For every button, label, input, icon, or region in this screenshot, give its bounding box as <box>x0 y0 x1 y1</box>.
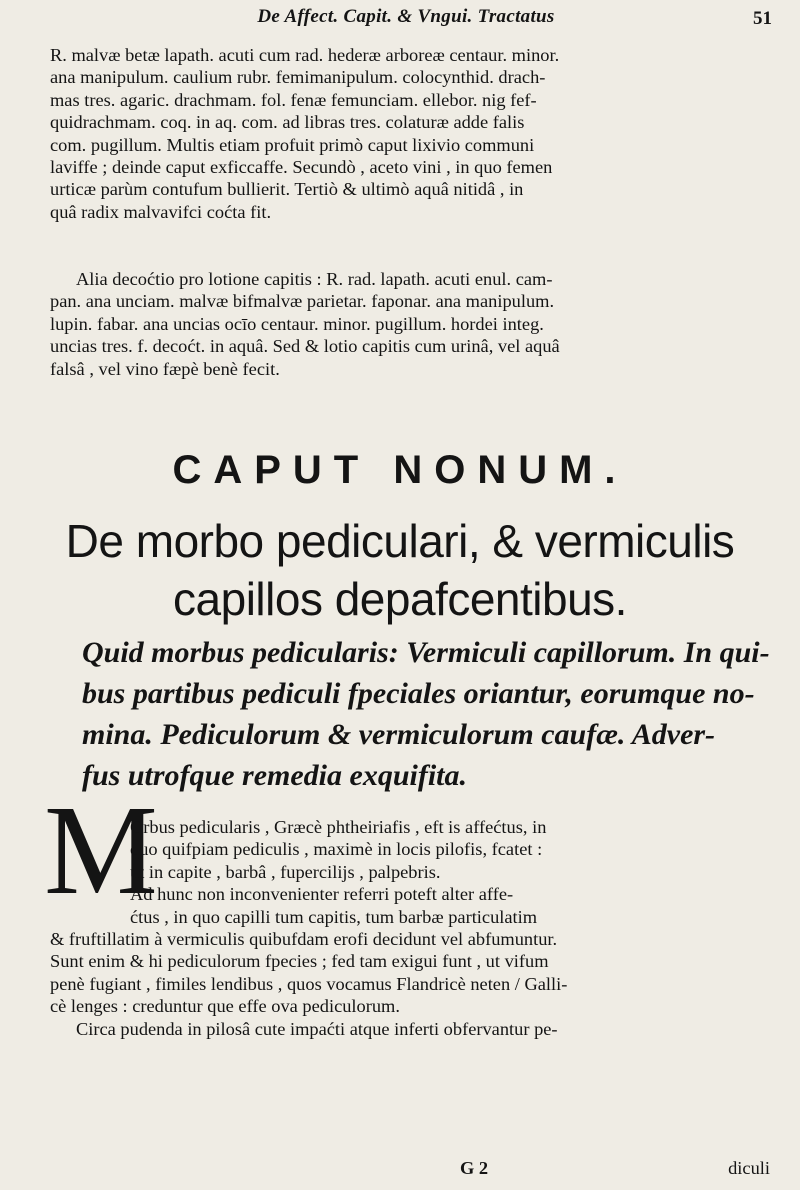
decoction-paragraph <box>50 268 770 380</box>
text-line: com. pugillum. Multis etiam profuit primò caput lixivio communi <box>50 134 535 155</box>
running-head: De Affect. Capit. & Vngui. Tractatus <box>257 6 555 27</box>
text-line: ćtus , in quo capilli tum capitis, tum barbæ particulatim <box>130 906 538 927</box>
text-line: falsâ , vel vino fæpè benè fecit. <box>50 358 280 379</box>
text-line: & fruftillatim à vermiculis quibufdam erofi decidunt vel abfumuntur. <box>50 929 558 950</box>
text-line: ut in capite , barbâ , fupercilijs , palpebris. <box>130 861 441 882</box>
text-line: lupin. fabar. ana uncias ocīo centaur. minor. pugillum. hordei integ. <box>50 313 544 334</box>
summary-line: bus partibus pediculi fpeciales oriantur, eorumque no- <box>82 677 755 710</box>
text-line: quo quifpiam pediculis , maximè in locis pilofis, fcatet : <box>130 839 543 860</box>
text-line: uncias tres. f. decoćt. in aquâ. Sed & lotio capitis cum urinâ, vel aquâ <box>50 336 560 357</box>
signature-mark: G 2 <box>460 1158 489 1178</box>
drop-cap: M <box>44 779 158 921</box>
chapter-heading-line1: De morbo pediculari, & vermiculis <box>65 515 735 567</box>
text-line: penè fugiant , fimiles lendibus , quos vocamus Flandricè neten / Galli- <box>50 973 568 994</box>
text-line: R. malvæ betæ lapath. acuti cum rad. hederæ arboreæ centaur. minor. <box>50 45 560 65</box>
text-line: cè lenges : creduntur que effe ova pediculorum. <box>50 996 400 1017</box>
text-line: ana manipulum. caulium rubr. femimanipulum. colocynthid. drach- <box>50 67 546 88</box>
chapter-summary <box>82 632 772 796</box>
text-line: laviffe ; deinde caput exficcaffe. Secundò , aceto vini , in quo femen <box>50 157 553 178</box>
text-line: pan. ana unciam. malvæ bifmalvæ parietar. faponar. ana manipulum. <box>50 291 555 312</box>
page-number: 51 <box>753 8 772 29</box>
text-line: Orbus pedicularis , Græcè phtheiriafis , eft is affećtus, in <box>130 817 547 837</box>
summary-line: fus utrofque remedia exquifita. <box>82 759 468 792</box>
summary-line: mina. Pediculorum & vermiculorum caufæ. Adver- <box>82 718 716 751</box>
text-line: Circa pudenda in pilosâ cute impaćti atque inferti obfervantur pe- <box>76 1018 558 1039</box>
summary-line: Quid morbus pedicularis: Vermiculi capillorum. In qui- <box>82 636 770 669</box>
text-line: Alia decoćtio pro lotione capitis : R. rad. lapath. acuti enul. cam- <box>76 269 553 289</box>
catchword: diculi <box>728 1158 770 1178</box>
recipe-paragraph <box>50 44 770 223</box>
page-header <box>40 6 772 40</box>
text-line: quidrachmam. coq. in aq. com. ad libras tres. colaturæ adde falis <box>50 112 525 133</box>
text-line: quâ radix malvavifci coćta fit. <box>50 201 272 222</box>
main-paragraph <box>50 816 770 1040</box>
text-line: Ad hunc non inconvenienter referri poteft alter affe- <box>130 884 514 905</box>
text-line: mas tres. agaric. drachmam. fol. fenæ femunciam. ellebor. nig fef- <box>50 89 537 110</box>
text-line: Sunt enim & hi pediculorum fpecies ; fed tam exigui funt , ut vifum <box>50 951 549 972</box>
chapter-title: CAPUT NONUM. <box>172 448 628 492</box>
text-line: urticæ parùm contufum bullierit. Tertiò & ultimò aquâ nitidâ , in <box>50 179 524 200</box>
chapter-heading-line2: capillos depafcentibus. <box>173 573 627 625</box>
